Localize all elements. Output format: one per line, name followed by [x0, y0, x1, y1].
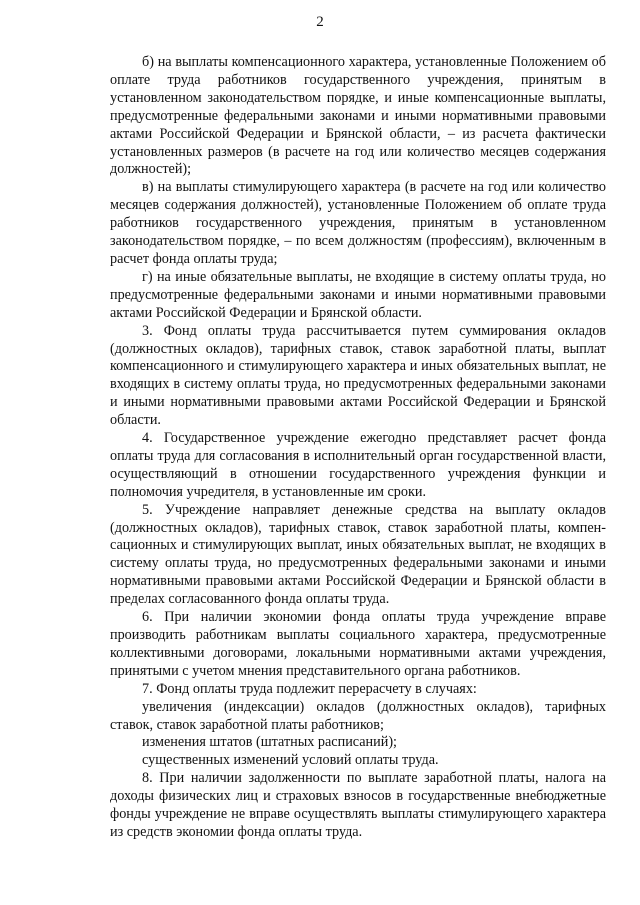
paragraph-g-other-mandatory-payments: г) на иные обязательные выплаты, не входящие в систему оплаты труда, но предусмотренные федеральными законами и иными нормативными правовыми актами Российской Федерации и Брянской области.: [110, 268, 606, 321]
document-body: [110, 54, 606, 842]
page-number: 2: [316, 14, 324, 30]
paragraph-7-recalculation-cases: 7. Фонд оплаты труда подлежит перерасчету в случаях:: [142, 680, 477, 697]
list-item-salary-indexation: увеличения (индексации) окладов (должностных окладов), тарифных ставок, ставок заработной платы работников;: [110, 698, 606, 733]
list-item-staffing-changes: изменения штатов (штатных расписаний);: [142, 734, 398, 751]
paragraph-5-funds-allocation: 5. Учреждение направляет денежные средства на выплату окладов (должностных окладов), тарифных ставок, ставок заработной платы, компенсационных и стимулирующих выплат, иных обязательных выплат, не входящих в систему оплаты труда, но предусмотренных федеральными законами и иными нормативными правовыми актами Российской Федерации и Брянской области в пределах согласованного фонда оплаты труда.: [110, 501, 606, 608]
paragraph-v-incentive-payments: в) на выплаты стимулирующего характера (в расчете на год или количество месяцев содержания должностей), установленные Положением об оплате труда работников государственного учреждения, принятым в установленном законодательством порядке, – по всем должностям (профессиям), включенным в расчет фонда оплаты труда;: [110, 179, 606, 267]
paragraph-3-fund-calculation: 3. Фонд оплаты труда рассчитывается путем суммирования окладов (должностных окладов), тарифных ставок, ставок заработной платы, выплат компенсационного и стимулирующего характера и иных обязательных выплат, не входящих в систему оплаты труда, но предусмотренных федеральными законами и иными нормативными правовыми актами Российской Федерации и Брянской области.: [110, 322, 606, 429]
paragraph-8-arrears-restriction: 8. При наличии задолженности по выплате заработной платы, налога на доходы физических лиц и страховых взносов в государственные внебюджетные фонды учреждение не вправе осуществлять выплаты стимулирующего характера из средств экономии фонда оплаты труда.: [110, 770, 606, 840]
paragraph-6-social-payments: 6. При наличии экономии фонда оплаты труда учреждение вправе производить работникам выплаты социального характера, предусмотренные коллективными договорами, локальными нормативными актами учреждения, принятыми с учетом мнения представительного органа работников.: [110, 609, 606, 679]
list-item-pay-conditions-changes: существенных изменений условий оплаты труда.: [142, 752, 439, 769]
paragraph-4-annual-submission: 4. Государственное учреждение ежегодно представляет расчет фонда оплаты труда для согласования в исполнительный орган государственной власти, осуществляющий в отношении государственного учреждения функции и полномочия учредителя, в установленные им сроки.: [110, 430, 606, 500]
paragraph-b-compensation-payments: б) на выплаты компенсационного характера, установленные Положением об оплате труда работников государственного учреждения, принятым в установленном законодательством порядке, и иные компенсационные выплаты, предусмотренные федеральными законами и иными нормативными правовыми актами Российской Федерации и Брянской области, – из расчета фактически установленных размеров (в расчете на год или количество месяцев содержания должностей);: [110, 54, 606, 178]
